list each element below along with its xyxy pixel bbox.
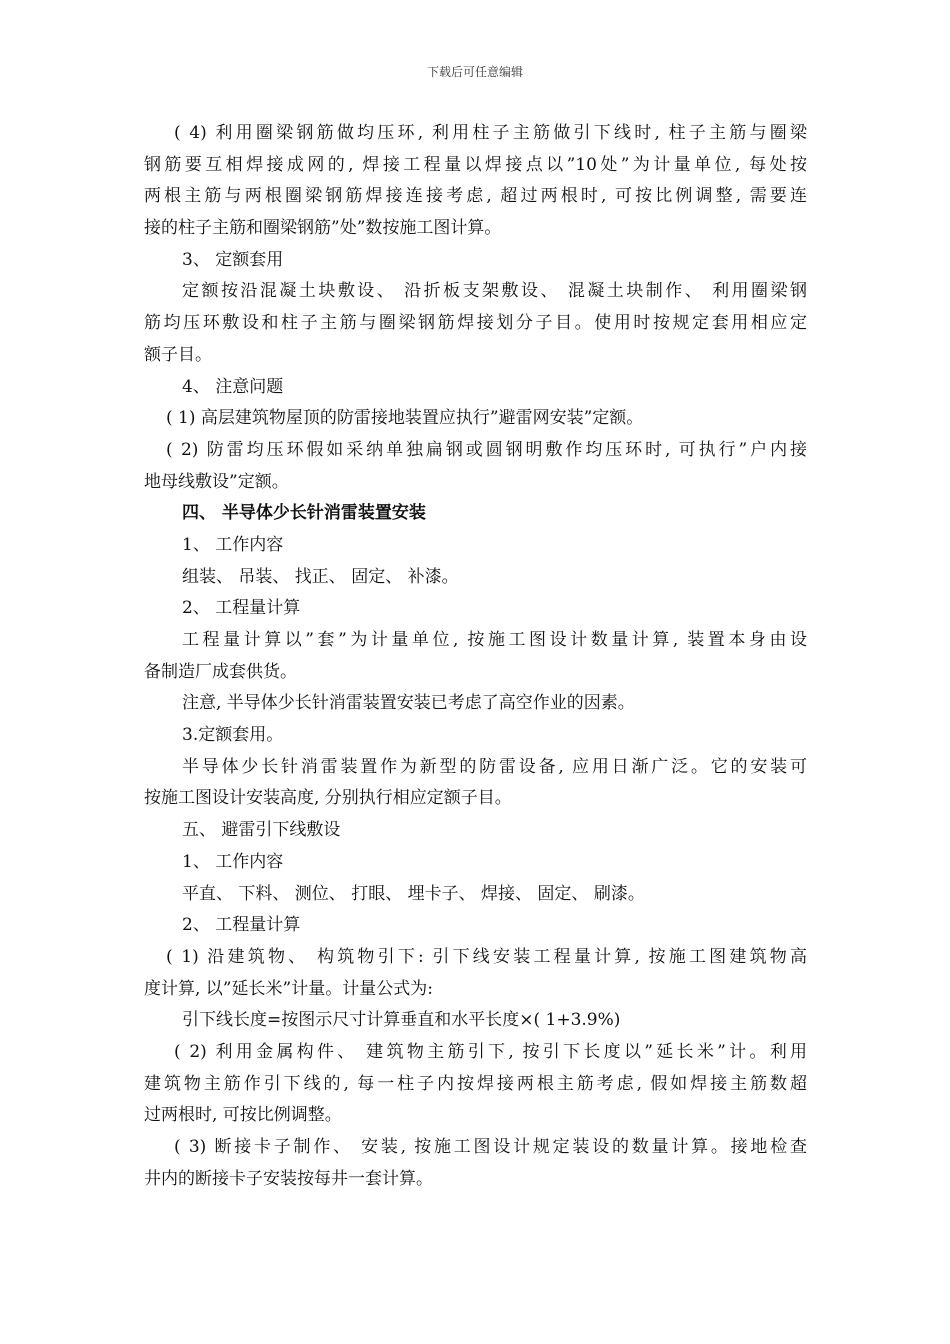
- text-line: ( 1) 沿建筑物、 构筑物引下: 引下线安装工程量计算, 按施工图建筑物高: [166, 946, 807, 967]
- text-line: 1、 工作内容: [182, 534, 284, 555]
- text-line: 筋均压环敷设和柱子主筋与圈梁钢筋焊接划分子目。使用时按规定套用相应定: [144, 313, 807, 334]
- text-line: 过两根时, 可按比例调整。: [144, 1105, 342, 1126]
- text-line: 引下线长度=按图示尺寸计算垂直和水平长度×( 1+3.9%): [182, 1010, 621, 1031]
- text-line: ( 3) 断接卡子制作、 安装, 按施工图设计规定装设的数量计算。接地检查: [174, 1137, 807, 1157]
- text-line: 按施工图设计安装高度, 分别执行相应定额子目。: [144, 788, 512, 809]
- text-line: 地母线敷设”定额。: [144, 471, 289, 492]
- text-line: 注意, 半导体少长针消雷装置安装已考虑了高空作业的因素。: [182, 693, 635, 714]
- text-line: 3.定额套用。: [182, 725, 284, 746]
- text-line: 井内的断接卡子安装按每井一套计算。: [144, 1168, 433, 1189]
- text-line: 工程量计算以”套”为计量单位, 按施工图设计数量计算, 装置本身由设: [182, 630, 807, 650]
- text-line: 1、 工作内容: [182, 851, 284, 872]
- text-line: 接的柱子主筋和圈梁钢筋”处”数按施工图计算。: [144, 218, 502, 239]
- text-line: 五、 避雷引下线敷设: [182, 820, 341, 841]
- page-header: 下载后可任意编辑: [426, 65, 523, 79]
- text-line: 4、 注意问题: [182, 376, 284, 397]
- text-line: 组装、 吊装、 找正、 固定、 补漆。: [182, 566, 459, 587]
- text-line: 3、 定额套用: [182, 249, 284, 270]
- text-line: 钢筋要互相焊接成网的, 焊接工程量以焊接点以”10处”为计量单位, 每处按: [144, 154, 807, 175]
- text-line: 额子目。: [144, 344, 212, 365]
- text-line: 备制造厂成套供货。: [144, 661, 297, 682]
- text-line: 半导体少长针消雷装置作为新型的防雷设备, 应用日渐广泛。它的安装可: [182, 756, 807, 777]
- text-line: 2、 工程量计算: [182, 915, 301, 936]
- text-line: 平直、 下料、 测位、 打眼、 埋卡子、 焊接、 固定、 刷漆。: [182, 883, 645, 904]
- text-line: 两根主筋与两根圈梁钢筋焊接连接考虑, 超过两根时, 可按比例调整, 需要连: [144, 186, 807, 207]
- text-line: ( 2) 防雷均压环假如采纳单独扁钢或圆钢明敷作均压环时, 可执行”户内接: [166, 439, 807, 460]
- text-line: 定额按沿混凝土块敷设、 沿折板支架敷设、 混凝土块制作、 利用圈梁钢: [182, 281, 807, 302]
- text-line: ( 4) 利用圈梁钢筋做均压环, 利用柱子主筋做引下线时, 柱子主筋与圈梁: [174, 123, 807, 143]
- document-body: [144, 118, 807, 1195]
- text-line: 度计算, 以”延长米”计量。计量公式为:: [144, 978, 433, 999]
- text-line: ( 2) 利用金属构件、 建筑物主筋引下, 按引下长度以”延长米”计。利用: [174, 1041, 807, 1062]
- section-heading: 四、 半导体少长针消雷装置安装: [182, 503, 426, 524]
- text-line: 2、 工程量计算: [182, 598, 301, 619]
- text-line: 建筑物主筋作引下线的, 每一柱子内按焊接两根主筋考虑, 假如焊接主筋数超: [144, 1073, 807, 1094]
- text-line: ( 1) 高层建筑物屋顶的防雷接地装置应执行”避雷网安装”定额。: [166, 408, 644, 429]
